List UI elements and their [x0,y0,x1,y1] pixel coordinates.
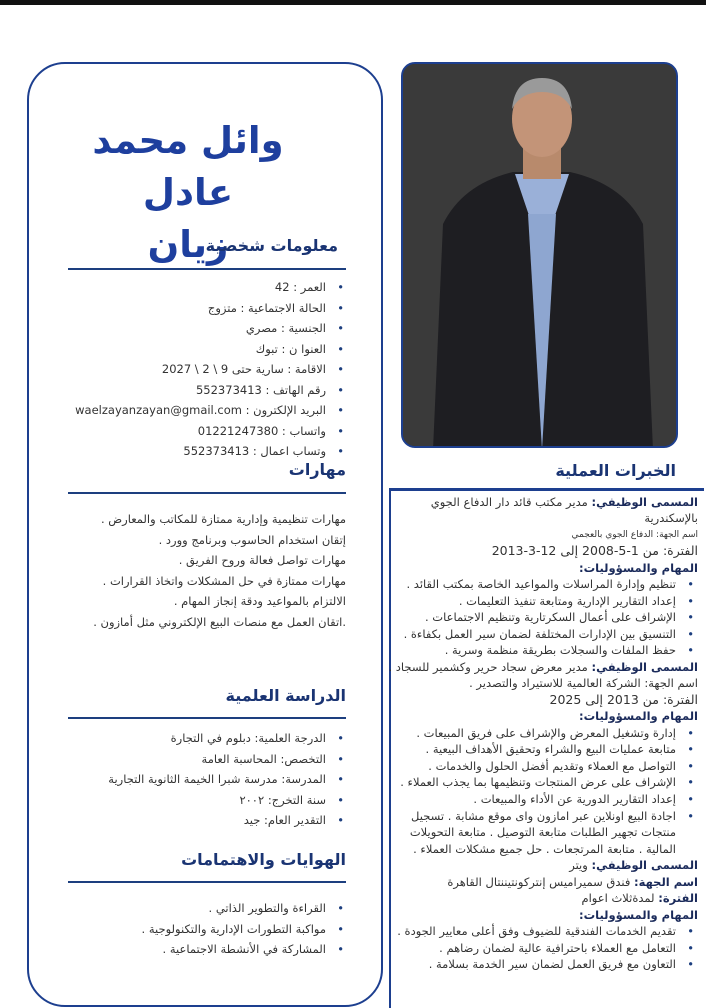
list-item: • العمر : 42 [48,277,348,298]
tasks-label-text: المهام والمسؤوليات: [579,709,698,724]
list-item: • القراءة والتطوير الذاتي . [48,898,348,919]
tasks-label [388,907,698,923]
list-item: • .اتقان العمل مع منصات البيع الإلكتروني مثل أمازون . [46,612,346,633]
skills-heading: مهارات [288,460,346,479]
job-title-label: المسمى الوظيفي: [591,858,698,873]
list-item: • مواكبة التطورات الإدارية والتكنولوجية . [48,919,348,940]
experience-heading: الخبرات العملية [555,461,676,480]
list-item: • الجنسية : مصري [48,318,348,339]
list-item: • مهارات ممتازة في حل المشكلات واتخاذ القرارات . [46,571,346,592]
job-period-label: الفترة: [658,891,698,906]
tasks-label [388,708,698,724]
list-item: • الالتزام بالمواعيد ودقة إنجاز المهام . [46,591,346,612]
list-item: • التعامل مع العملاء باحترافية عالية لضمان رضاهم . [388,940,698,957]
list-item: • الإشراف على أعمال السكرتارية وتنظيم الاجتماعات . [388,609,698,626]
list-item: • مهارات تنظيمية وإدارية ممتازة للمكاتب والمعارض . [46,509,346,530]
list-item: • المدرسة: مدرسة شبرا الخيمة الثانوية التجارية [48,769,348,790]
hobbies-list [48,898,348,960]
list-item: • رقم الهاتف : 552373413 [48,380,348,401]
job-org: اسم الجهة: الشركة العالمية للاستيراد والتصدير . [469,676,698,691]
profile-photo [401,62,678,448]
job-title-value: مدير معرض سجاد حرير وكشمير للسجاد . [388,660,592,674]
job-title-value: مدير مكتب قائد دار الدفاع الجوي بالإسكندرية [430,495,698,526]
education-list [48,728,348,831]
list-item: • تنظيم وإدارة المراسلات والمواعيد الخاصة بمكتب القائد . [388,576,698,593]
tasks-label-text: المهام والمسؤوليات: [579,907,698,922]
job-period: الفترة: من 1-5-2008 إلى 12-3-2013 [491,543,698,559]
list-item: • التعاون مع فريق العمل لضمان سير الخدمة بسلامة . [388,956,698,973]
list-item: • التواصل مع العملاء وتقديم أفضل الحلول والخدمات . [388,758,698,775]
list-item: • الحالة الاجتماعية : متزوج [48,298,348,319]
divider [68,492,346,494]
skills-list [46,509,346,632]
job-period [388,890,698,906]
personal-heading: معلومات شخصية [205,236,338,255]
list-item: • إعداد التقارير الدورية عن الأداء والمبيعات . [388,791,698,808]
job-org: اسم الجهة: الدفاع الجوي بالعجمي [571,529,698,540]
job-org [388,874,698,890]
job-period-value: لمدةثلاث اعوام [581,891,659,906]
tasks-list [388,576,698,659]
list-item: • حفظ الملفات والسجلات بطريقة منظمة وسرية . [388,642,698,659]
list-item: • إدارة وتشغيل المعرض والإشراف على فريق المبيعات . [388,725,698,742]
list-item: • الاقامة : سارية حتى 9 \ 2 \ 2027 [48,359,348,380]
job-title [388,494,698,527]
job-title-value: ويتر [569,858,592,873]
job-period: الفترة: من 2013 إلى 2025 [549,691,698,707]
list-item: • سنة التخرج: ٢٠٠٢ [48,790,348,811]
list-item: • العنوا ن : تبوك [48,339,348,360]
list-item: • المشاركة في الأنشطة الاجتماعية . [48,939,348,960]
list-item: • التنسيق بين الإدارات المختلفة لضمان سير العمل بكفاءة . [388,626,698,643]
list-item: • اجادة البيع اونلاين عبر امازون واى موقع مشابة . تسجيل منتجات تجهير الطلبات متابعة التوصيل . متابعة التحويلات المالية . متابعة المرتجعات . حل جميع مشكلات العملاء . [388,808,698,858]
list-item: • التخصص: المحاسبة العامة [48,749,348,770]
job-title [388,659,698,675]
job-org-label: اسم الجهة: [634,874,698,889]
list-item: • إعداد التقارير الإدارية ومتابعة تنفيذ التعليمات . [388,593,698,610]
list-item: • التقدير العام: جيد [48,810,348,831]
list-item: • الإشراف على عرض المنتجات وتنظيمها بما يجذب العملاء . [388,774,698,791]
job-title [388,857,698,873]
personal-list [48,277,348,462]
list-item: • الدرجة العلمية: دبلوم في التجارة [48,728,348,749]
divider [68,268,346,270]
list-item: • واتساب : 01221247380 [48,421,348,442]
list-item: • وتساب اعمال : 552373413 [48,441,348,462]
hobbies-heading: الهوايات والاهتمامات [181,850,346,869]
tasks-list [388,725,698,858]
job-title-label: المسمى الوظيفي: [591,495,698,509]
list-item: • متابعة عمليات البيع والشراء وتحقيق الأهداف البيعية . [388,741,698,758]
tasks-label [388,560,698,576]
name-line-2: زيان [147,223,229,266]
tasks-label-text: المهام والمسؤوليات: [579,560,698,575]
divider [68,717,346,719]
top-bar [0,0,706,5]
job-org-value: فندق سميراميس إنتركونتيننتال القاهرة [447,874,634,889]
tasks-list [388,923,698,973]
education-heading: الدراسة العلمية [225,686,346,705]
job-title-label: المسمى الوظيفي: [591,660,698,674]
list-item: • تقديم الخدمات الفندقية للضيوف وفق أعلى معايير الجودة . [388,923,698,940]
list-item: • البريد الإلكترون : waelzayanzayan@gmail.com [48,400,348,421]
name-line-1: وائل محمد عادل [92,119,284,214]
list-item: • إتقان استخدام الحاسوب وبرنامج وورد . [46,530,346,551]
divider [68,881,346,883]
list-item: • مهارات تواصل فعالة وروح الفريق . [46,550,346,571]
experience-content [388,494,698,973]
